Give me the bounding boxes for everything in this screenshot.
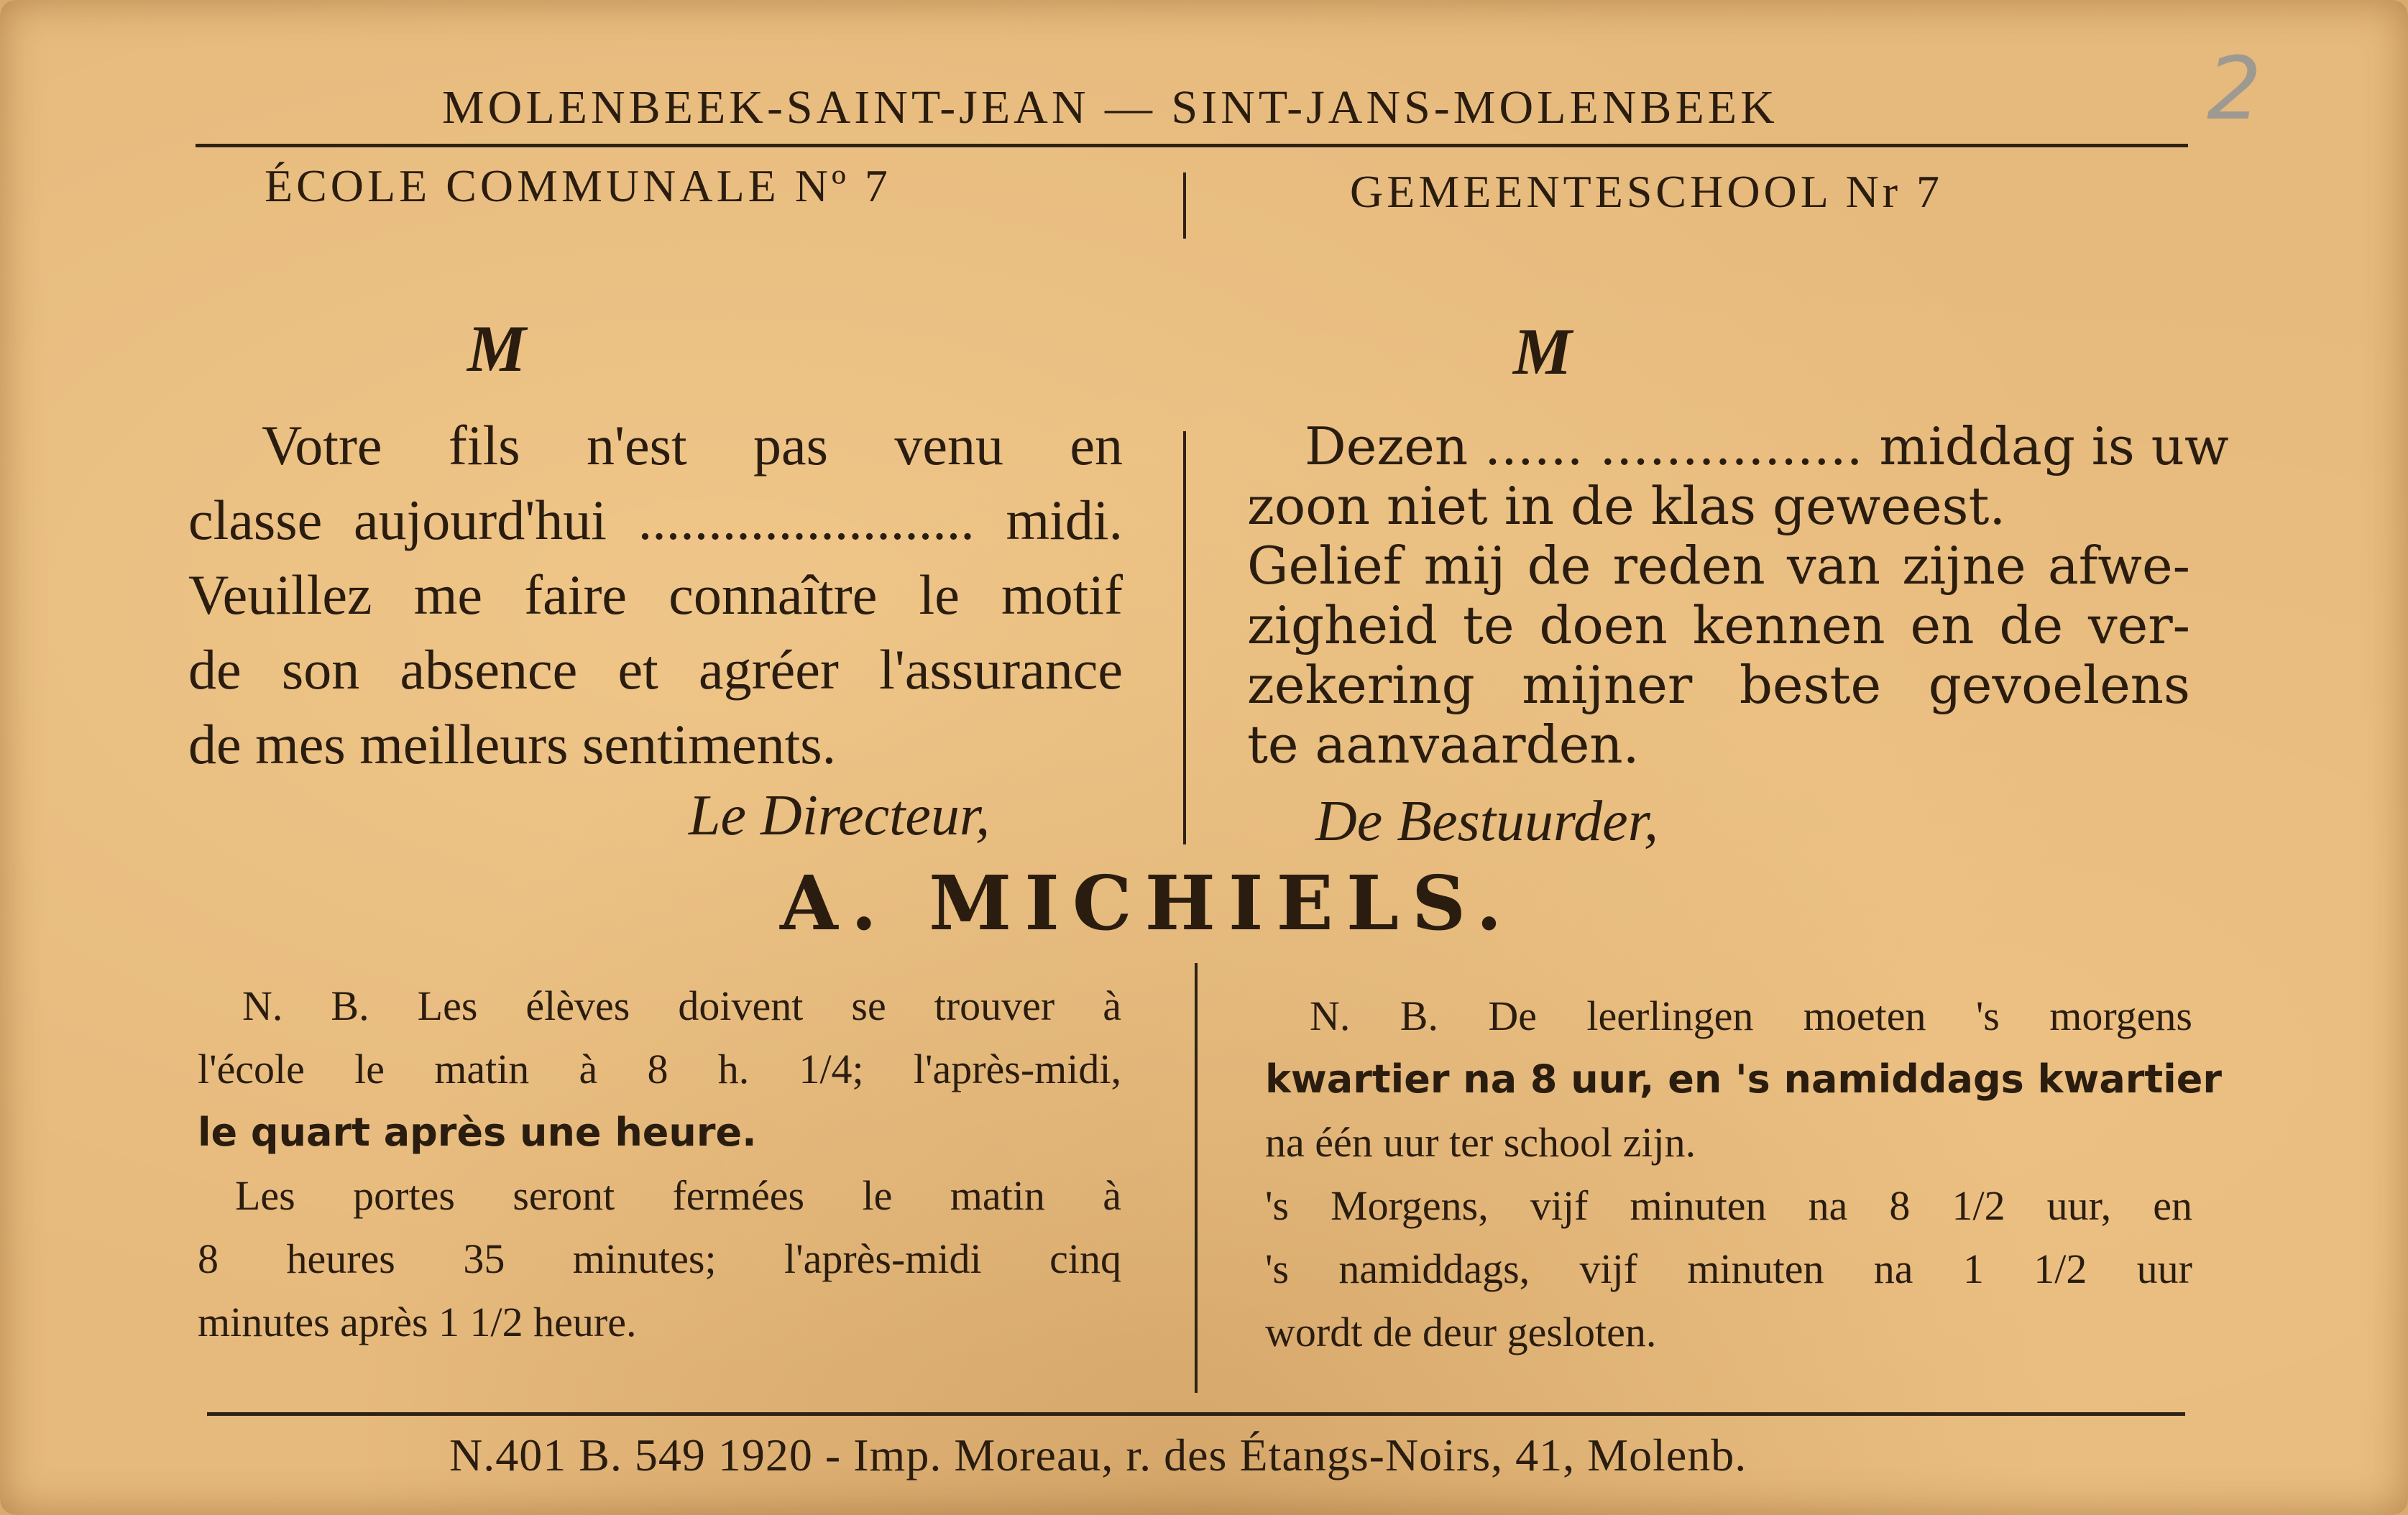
letter-nl-line: Gelief mij de reden van zijne afwe- [1247,535,2190,596]
body-column-divider [1183,431,1186,844]
letter-nl-line: zoon niet in de klas geweest. [1247,476,2006,536]
page-title: MOLENBEEK-SAINT-JEAN — SINT-JANS-MOLENBEEK [442,81,1778,134]
letter-fr-line: Veuillez me faire connaître le motif [188,563,1123,626]
letter-nl-line: zekering mijner beste gevoelens [1247,655,2190,715]
footer-divider [207,1412,2185,1416]
notice-fr-line: minutes après 1 1/2 heure. [198,1299,637,1345]
school-name-nl: GEMEENTESCHOOL Nr 7 [1350,166,1943,217]
school-name-fr: ÉCOLE COMMUNALE Nº 7 [265,160,891,211]
header-column-divider [1183,172,1186,239]
notice-nl-line: wordt de deur gesloten. [1265,1309,1657,1355]
nb-column-divider [1195,963,1198,1393]
notice-nl [1265,985,2222,1364]
header-divider [196,144,2188,147]
letter-nl [1247,416,2229,775]
salutation-fr: M [467,312,526,385]
letter-fr-line: classe aujourd'hui ........................ midi. [188,489,1123,551]
notice-fr-line: l'école le matin à 8 h. 1/4; l'après-midi, [198,1046,1121,1092]
letter-fr [188,408,1123,782]
signature-title-nl: De Bestuurder, [1315,790,1658,853]
letter-fr-line: Votre fils n'est pas venu en [262,414,1123,476]
letter-nl-line: te aanvaarden. [1247,714,1640,775]
notice-nl-line: N. B. De leerlingen moeten 's morgens [1310,993,2192,1039]
letter-fr-line: de mes meilleurs sentiments. [188,713,837,775]
notice-fr-line: 8 heures 35 minutes; l'après-midi cinq [198,1235,1121,1282]
notice-fr-line: N. B. Les élèves doivent se trouver à [242,982,1121,1029]
notice-nl-line: na één uur ter school zijn. [1265,1119,1696,1166]
letter-fr-line: de son absence et agréer l'assurance [188,638,1123,701]
notice-fr [198,975,1121,1354]
notice-fr-line: Les portes seront fermées le matin à [235,1172,1121,1219]
director-name: A. MICHIELS. [780,859,1515,947]
salutation-nl: M [1513,315,1572,388]
notice-nl-line: 's Morgens, vijf minuten na 8 1/2 uur, en [1265,1182,2192,1229]
notice-nl-line: kwartier na 8 uur, en 's namiddags kwartier [1265,1056,2222,1102]
notice-nl-line: 's namiddags, vijf minuten na 1 1/2 uur [1265,1245,2192,1292]
letter-nl-line: zigheid te doen kennen en de ver- [1247,595,2190,655]
letter-nl-line: Dezen ...... ................ middag is uw [1305,416,2229,476]
signature-title-fr: Le Directeur, [689,784,991,847]
printer-imprint: N.401 B. 549 1920 - Imp. Moreau, r. des Étangs-Noirs, 41, Molenb. [449,1429,1747,1481]
page-number: 2 [2207,40,2262,139]
notice-fr-line: le quart après une heure. [198,1110,757,1155]
